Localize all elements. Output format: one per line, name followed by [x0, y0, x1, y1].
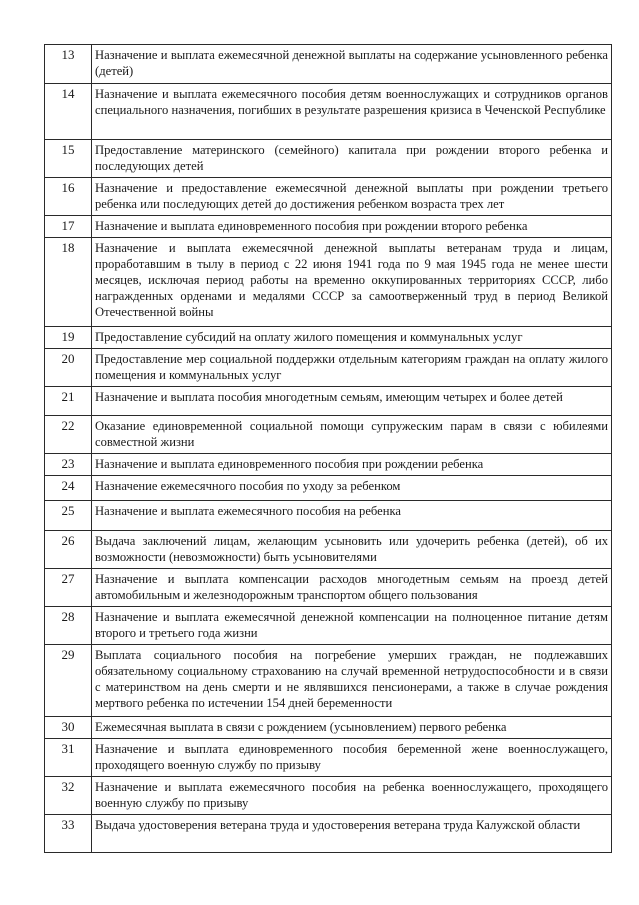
service-description: Назначение и выплата единовременного пособия при рождении ребенка	[92, 454, 612, 476]
row-number: 18	[45, 238, 92, 327]
service-description: Назначение и выплата ежемесячного пособия на ребенка военнослужащего, проходящего военную службу по призыву	[92, 777, 612, 815]
row-number: 20	[45, 349, 92, 387]
service-description: Назначение и выплата ежемесячного пособия на ребенка	[92, 501, 612, 531]
table-row	[45, 349, 612, 387]
service-description: Назначение и выплата ежемесячной денежной выплаты ветеранам труда и лицам, проработавшим в тылу в период с 22 июня 1941 года по 9 мая 1945 года не менее шести месяцев, исключая период работы на временно оккупированных территориях СССР, либо награжденных орденами и медалями СССР за самоотверженный труд в период Великой Отечественной войны	[92, 238, 612, 327]
service-description: Назначение и выплата единовременного пособия беременной жене военнослужащего, проходящего военную службу по призыву	[92, 739, 612, 777]
table-row	[45, 717, 612, 739]
row-number: 22	[45, 416, 92, 454]
row-number: 23	[45, 454, 92, 476]
table-row	[45, 216, 612, 238]
service-description: Назначение и выплата единовременного пособия при рождении второго ребенка	[92, 216, 612, 238]
row-number: 29	[45, 645, 92, 717]
row-number: 28	[45, 607, 92, 645]
row-number: 33	[45, 815, 92, 853]
services-table	[44, 44, 612, 853]
row-number: 26	[45, 531, 92, 569]
service-description: Назначение и выплата ежемесячной денежной компенсации на полноценное питание детям второго и третьего года жизни	[92, 607, 612, 645]
table-row	[45, 178, 612, 216]
table-row	[45, 531, 612, 569]
row-number: 31	[45, 739, 92, 777]
service-description: Оказание единовременной социальной помощи супружеским парам в связи с юбилеями совместной жизни	[92, 416, 612, 454]
table-row	[45, 777, 612, 815]
service-description: Предоставление мер социальной поддержки отдельным категориям граждан на оплату жилого помещения и коммунальных услуг	[92, 349, 612, 387]
service-description: Выдача удостоверения ветерана труда и удостоверения ветерана труда Калужской области	[92, 815, 612, 853]
row-number: 17	[45, 216, 92, 238]
table-row	[45, 476, 612, 501]
table-row	[45, 607, 612, 645]
row-number: 16	[45, 178, 92, 216]
table-row	[45, 645, 612, 717]
service-description: Выплата социального пособия на погребение умерших граждан, не подлежавших обязательному социальному страхованию на случай временной нетрудоспособности и в связи с материнством на день смерти и не являвшихся пенсионерами, а также в случае рождения мертвого ребенка по истечении 154 дней беременности	[92, 645, 612, 717]
table-row	[45, 387, 612, 416]
service-description: Назначение и выплата пособия многодетным семьям, имеющим четырех и более детей	[92, 387, 612, 416]
table-row	[45, 739, 612, 777]
row-number: 21	[45, 387, 92, 416]
table-row	[45, 84, 612, 140]
service-description: Назначение и предоставление ежемесячной денежной выплаты при рождении третьего ребенка или последующих детей до достижения ребенком возраста трех лет	[92, 178, 612, 216]
row-number: 13	[45, 45, 92, 84]
row-number: 32	[45, 777, 92, 815]
row-number: 25	[45, 501, 92, 531]
service-description: Ежемесячная выплата в связи с рождением (усыновлением) первого ребенка	[92, 717, 612, 739]
table-row	[45, 327, 612, 349]
row-number: 30	[45, 717, 92, 739]
row-number: 27	[45, 569, 92, 607]
row-number: 15	[45, 140, 92, 178]
table-row	[45, 454, 612, 476]
service-description: Назначение и выплата компенсации расходов многодетным семьям на проезд детей автомобильным и железнодорожным транспортом общего пользования	[92, 569, 612, 607]
table-row	[45, 140, 612, 178]
service-description: Предоставление субсидий на оплату жилого помещения и коммунальных услуг	[92, 327, 612, 349]
table-row	[45, 238, 612, 327]
row-number: 24	[45, 476, 92, 501]
service-description: Предоставление материнского (семейного) капитала при рождении второго ребенка и последующих детей	[92, 140, 612, 178]
services-table-body	[45, 45, 612, 853]
service-description: Выдача заключений лицам, желающим усыновить или удочерить ребенка (детей), об их возможности (невозможности) быть усыновителями	[92, 531, 612, 569]
service-description: Назначение и выплата ежемесячной денежной выплаты на содержание усыновленного ребенка (детей)	[92, 45, 612, 84]
table-row	[45, 569, 612, 607]
row-number: 19	[45, 327, 92, 349]
table-row	[45, 815, 612, 853]
table-row	[45, 501, 612, 531]
service-description: Назначение и выплата ежемесячного пособия детям военнослужащих и сотрудников органов специального назначения, погибших в результате разрешения кризиса в Чеченской Республике	[92, 84, 612, 140]
table-row	[45, 45, 612, 84]
table-row	[45, 416, 612, 454]
row-number: 14	[45, 84, 92, 140]
service-description: Назначение ежемесячного пособия по уходу за ребенком	[92, 476, 612, 501]
